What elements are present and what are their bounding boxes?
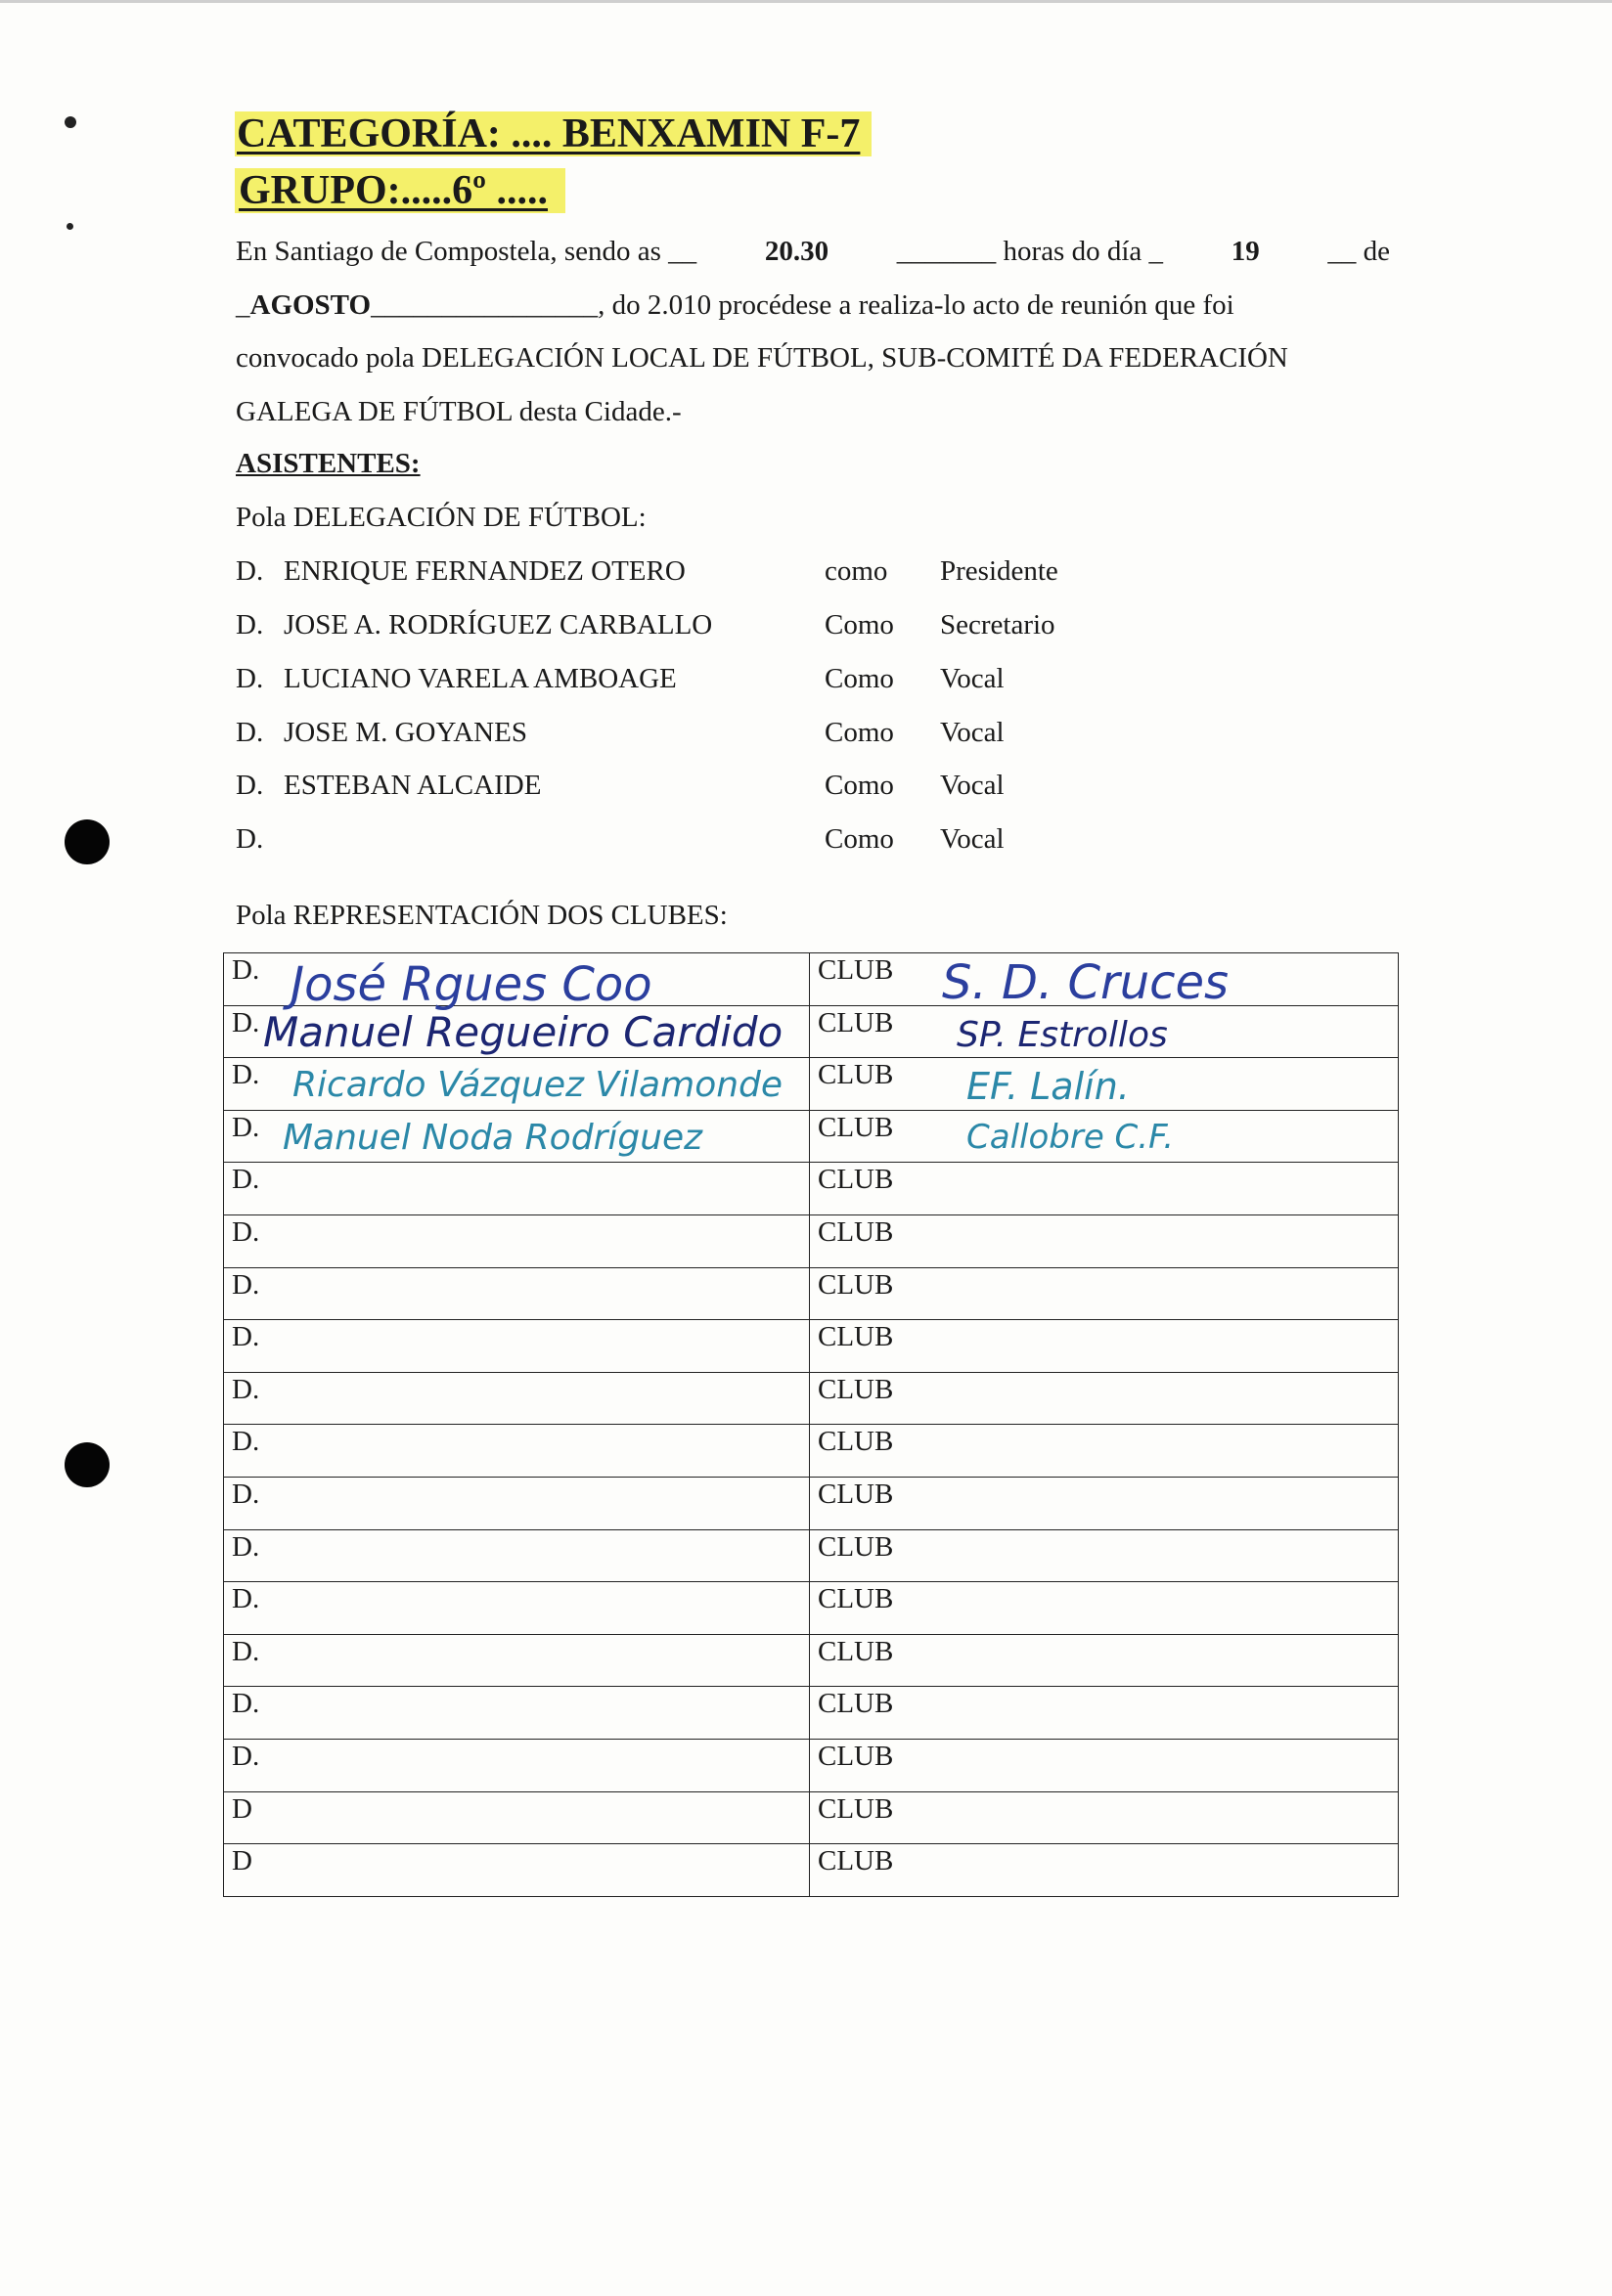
club-label: CLUB — [818, 1478, 894, 1510]
club-row — [224, 1425, 1399, 1478]
club-label: CLUB — [818, 1792, 894, 1825]
delegate-como: Como — [825, 770, 894, 801]
club-label: CLUB — [818, 1530, 894, 1563]
representative-prefix: D — [232, 1845, 252, 1877]
meeting-time: 20.30 — [764, 236, 829, 267]
representative-cell — [224, 1477, 810, 1529]
club-row — [224, 1844, 1399, 1897]
club-row — [224, 1634, 1399, 1687]
club-row — [224, 1267, 1399, 1320]
delegate-row — [236, 555, 1116, 595]
asistentes-label — [236, 448, 421, 480]
handwritten-club: EF. Lalín. — [966, 1065, 1130, 1109]
club-row — [224, 1791, 1399, 1844]
club-cell — [810, 1529, 1399, 1582]
club-label: CLUB — [818, 1740, 894, 1772]
representative-cell — [224, 1005, 810, 1058]
club-cell — [810, 1214, 1399, 1267]
representative-cell — [224, 1320, 810, 1373]
representative-cell — [224, 1791, 810, 1844]
club-cell — [810, 1582, 1399, 1635]
club-label: CLUB — [818, 1845, 894, 1877]
scan-mark — [65, 116, 76, 128]
club-row — [224, 1005, 1399, 1058]
representative-prefix: D. — [232, 1164, 260, 1196]
representative-prefix: D. — [232, 1111, 260, 1143]
club-label: CLUB — [818, 1006, 894, 1038]
club-cell — [810, 1163, 1399, 1215]
punch-hole — [65, 1442, 110, 1487]
club-cell — [810, 1425, 1399, 1478]
handwritten-club: Callobre C.F. — [966, 1117, 1175, 1157]
handwritten-representative: Ricardo Vázquez Vilamonde — [292, 1065, 784, 1106]
intro-text: __ de — [1327, 236, 1390, 267]
representative-prefix: D. — [232, 954, 260, 986]
representative-cell — [224, 953, 810, 1012]
delegate-name: ENRIQUE FERNANDEZ OTERO — [284, 555, 686, 587]
club-cell — [810, 1844, 1399, 1897]
representative-prefix: D. — [232, 1373, 260, 1405]
delegate-row — [236, 770, 1116, 809]
club-label: CLUB — [818, 1688, 894, 1720]
delegate-row — [236, 823, 1116, 862]
club-row — [224, 1110, 1399, 1163]
delegate-como: como — [825, 555, 888, 587]
club-row — [224, 1687, 1399, 1740]
handwritten-representative: José Rgues Coo — [291, 957, 652, 1012]
club-row — [224, 1529, 1399, 1582]
representative-prefix: D. — [232, 1059, 260, 1091]
club-row — [224, 1582, 1399, 1635]
representative-prefix: D — [232, 1792, 252, 1825]
representative-prefix: D. — [232, 1530, 260, 1563]
delegate-role: Presidente — [940, 555, 1058, 587]
handwritten-representative: Manuel Noda Rodríguez — [283, 1117, 703, 1158]
delegate-role: Vocal — [940, 717, 1005, 748]
club-label: CLUB — [818, 1635, 894, 1667]
club-cell — [810, 1477, 1399, 1529]
delegate-row — [236, 663, 1116, 702]
representative-cell — [224, 1163, 810, 1215]
club-cell — [810, 1791, 1399, 1844]
handwritten-club: S. D. Cruces — [942, 955, 1230, 1010]
delegate-como: Como — [825, 663, 894, 694]
club-row — [224, 1372, 1399, 1425]
club-cell — [810, 1687, 1399, 1740]
intro-text: _______ horas do día _ — [896, 236, 1164, 267]
delegate-row — [236, 717, 1116, 756]
club-cell — [810, 1372, 1399, 1425]
intro-line-2 — [236, 279, 1390, 332]
club-cell — [810, 1110, 1399, 1163]
delegate-name: LUCIANO VARELA AMBOAGE — [284, 663, 677, 694]
delegate-como: Como — [825, 717, 894, 748]
club-row — [224, 1320, 1399, 1373]
intro-text: GALEGA DE FÚTBOL desta Cidade.- — [236, 395, 682, 427]
delegate-prefix: D. — [236, 555, 264, 587]
club-label: CLUB — [818, 1426, 894, 1458]
club-row — [224, 1739, 1399, 1791]
group-heading — [235, 168, 565, 213]
representative-prefix: D. — [232, 1583, 260, 1615]
asistentes-text: ASISTENTES: — [236, 448, 421, 479]
meeting-month: AGOSTO — [249, 288, 372, 321]
delegate-role: Secretario — [940, 609, 1055, 640]
club-cell — [810, 953, 1399, 1010]
delegate-prefix: D. — [236, 609, 264, 640]
delegate-prefix: D. — [236, 663, 264, 694]
delegate-como: Como — [825, 823, 894, 855]
club-cell — [810, 1058, 1399, 1111]
delegate-name: JOSE A. RODRÍGUEZ CARBALLO — [284, 609, 713, 640]
intro-text: _ — [236, 288, 250, 321]
representative-prefix: D. — [232, 1268, 260, 1301]
clubs-table — [223, 952, 1399, 1897]
club-label: CLUB — [818, 1268, 894, 1301]
intro-line-1 — [236, 225, 1390, 279]
representative-cell — [224, 1267, 810, 1320]
intro-line-4 — [236, 385, 1390, 439]
representative-prefix: D. — [232, 1215, 260, 1248]
representative-prefix: D. — [232, 1478, 260, 1510]
intro-paragraph — [236, 225, 1390, 438]
representative-cell — [224, 1425, 810, 1478]
delegate-name: ESTEBAN ALCAIDE — [284, 770, 542, 801]
delegate-name: JOSE M. GOYANES — [284, 717, 527, 748]
intro-text: convocado pola DELEGACIÓN LOCAL DE FÚTBOL, SUB-COMITÉ DA FEDERACIÓN — [236, 342, 1288, 374]
representative-cell — [224, 1214, 810, 1267]
club-label: CLUB — [818, 1583, 894, 1615]
representative-cell — [224, 1687, 810, 1740]
delegate-como: Como — [825, 609, 894, 640]
club-label: CLUB — [818, 1059, 894, 1091]
meeting-day: 19 — [1231, 236, 1260, 267]
delegate-role: Vocal — [940, 823, 1005, 855]
representative-cell — [224, 1844, 810, 1897]
club-label: CLUB — [818, 1321, 894, 1353]
representative-prefix: D. — [232, 1426, 260, 1458]
punch-hole — [65, 819, 110, 864]
club-cell — [810, 1739, 1399, 1791]
representative-cell — [224, 1372, 810, 1425]
intro-text: En Santiago de Compostela, sendo as __ — [236, 236, 697, 267]
club-row — [224, 1477, 1399, 1529]
club-row — [224, 953, 1399, 1006]
club-label: CLUB — [818, 1215, 894, 1248]
club-cell — [810, 1634, 1399, 1687]
category-heading — [235, 111, 872, 156]
intro-line-3 — [236, 331, 1390, 385]
representative-cell — [224, 1582, 810, 1635]
representative-prefix: D. — [232, 1635, 260, 1667]
delegate-role: Vocal — [940, 770, 1005, 801]
representative-cell — [224, 1529, 810, 1582]
club-label: CLUB — [818, 1373, 894, 1405]
representative-prefix: D. — [232, 1006, 260, 1038]
delegate-role: Vocal — [940, 663, 1005, 694]
representative-prefix: D. — [232, 1688, 260, 1720]
group-text: GRUPO:.....6º ..... — [235, 168, 565, 213]
delegacion-label: Pola DELEGACIÓN DE FÚTBOL: — [236, 502, 647, 533]
scan-edge — [0, 0, 1612, 3]
representative-cell — [224, 1739, 810, 1791]
intro-text: ________________, do 2.010 procédese a realiza-lo acto de reunión que foi — [371, 288, 1234, 321]
club-cell — [810, 1320, 1399, 1373]
club-label: CLUB — [818, 1164, 894, 1196]
club-row — [224, 1214, 1399, 1267]
club-cell — [810, 1267, 1399, 1320]
club-row — [224, 1058, 1399, 1111]
club-cell — [810, 1005, 1399, 1058]
club-label: CLUB — [818, 1111, 894, 1143]
representative-cell — [224, 1058, 810, 1111]
handwritten-club: SP. Estrollos — [957, 1014, 1168, 1055]
representative-cell — [224, 1110, 810, 1163]
delegate-prefix: D. — [236, 823, 264, 855]
scan-mark — [67, 223, 73, 230]
representative-prefix: D. — [232, 1321, 260, 1353]
clubes-label: Pola REPRESENTACIÓN DOS CLUBES: — [236, 900, 728, 931]
delegate-prefix: D. — [236, 770, 264, 801]
category-text: CATEGORÍA: .... BENXAMIN F-7 — [235, 111, 872, 156]
club-label: CLUB — [818, 954, 894, 986]
handwritten-representative: Manuel Regueiro Cardido — [263, 1007, 784, 1056]
representative-cell — [224, 1634, 810, 1687]
delegate-prefix: D. — [236, 717, 264, 748]
delegate-row — [236, 609, 1116, 648]
club-row — [224, 1163, 1399, 1215]
representative-prefix: D. — [232, 1740, 260, 1772]
